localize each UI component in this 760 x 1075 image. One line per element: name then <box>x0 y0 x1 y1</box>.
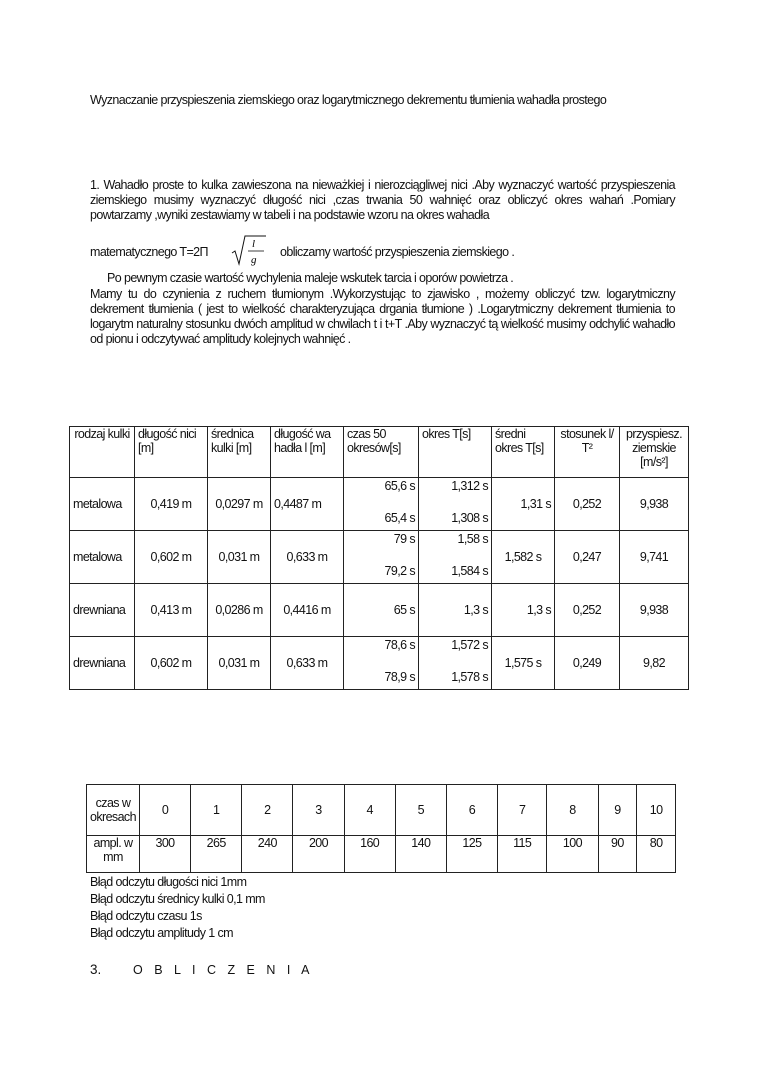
cell-time-a: 79 s <box>393 532 415 546</box>
time-cell: 10 <box>637 785 676 836</box>
error-line: Błąd odczytu średnicy kulki 0,1 mm <box>90 892 265 906</box>
time-cell: 0 <box>139 785 190 836</box>
time-cell: 8 <box>547 785 598 836</box>
cell-avg: 1,582 s <box>504 550 542 564</box>
cell-length: 0,602 m <box>150 550 192 564</box>
cell-g: 9,82 <box>643 656 665 670</box>
error-line: Błąd odczytu amplitudy 1 cm <box>90 926 233 940</box>
amp-cell: 115 <box>498 836 547 873</box>
cell-period-b: 1,578 s <box>451 670 488 684</box>
cell-ratio: 0,249 <box>572 656 602 670</box>
time-cell: 7 <box>498 785 547 836</box>
paragraph-decrement: Mamy tu do czynienia z ruchem tłumionym .Wykorzystując to zjawisko , możemy obliczyć tzw. logarytmiczny dekrement tłumienia ( jest to wielkość charakteryzująca drgania tłumione ) .Logarytmiczny dekrement tłumienia to logarytm naturalny stosunku dwóch amplitud w chwilach t i t+T .Aby wyznaczyć tą wielkość musimy odchylić wahadło od pionu i odczytywać amplitudy kolejnych wahnięć . <box>90 287 675 346</box>
table-row <box>70 584 689 637</box>
header-cell: przyspiesz. ziemskie [m/s²] <box>620 427 689 478</box>
cell-diameter: 0,0286 m <box>215 603 263 617</box>
header-cell: stosunek l/ T² <box>555 427 620 478</box>
cell-length: 0,413 m <box>150 603 192 617</box>
table-row <box>70 637 689 690</box>
cell-kind: metalowa <box>73 497 122 511</box>
time-cell: 5 <box>395 785 446 836</box>
cell-g: 9,938 <box>639 497 669 511</box>
error-list <box>90 874 265 942</box>
formula-suffix: obliczamy wartość przyspieszenia ziemskiego . <box>280 245 515 259</box>
cell-period: 1,3 s <box>463 603 488 617</box>
cell-avg: 1,3 s <box>526 603 551 617</box>
cell-diameter: 0,031 m <box>218 550 260 564</box>
document-title: Wyznaczanie przyspieszenia ziemskiego oraz logarytmicznego dekrementu tłumienia wahadła prostego <box>90 93 607 107</box>
time-cell: 6 <box>446 785 497 836</box>
amplitude-row <box>87 836 676 873</box>
amp-cell: 160 <box>344 836 395 873</box>
error-line: Błąd odczytu długości nici 1mm <box>90 875 247 889</box>
paragraph-damping: Po pewnym czasie wartość wychylenia maleje wskutek tarcia i oporów powietrza . <box>107 271 514 285</box>
amp-cell: 140 <box>395 836 446 873</box>
cell-avg: 1,31 s <box>520 497 551 511</box>
cell-ratio: 0,252 <box>572 603 602 617</box>
time-cell: 9 <box>598 785 637 836</box>
cell-diameter: 0,031 m <box>218 656 260 670</box>
cell-kind: drewniana <box>73 603 126 617</box>
cell-length: 0,602 m <box>150 656 192 670</box>
cell-pendulum: 0,633 m <box>286 656 328 670</box>
amplitude-label: ampl. w mm <box>87 836 140 873</box>
section-number: 3. <box>90 962 102 977</box>
header-cell: okres T[s] <box>419 427 492 478</box>
time-cell: 4 <box>344 785 395 836</box>
cell-period-b: 1,584 s <box>451 564 488 578</box>
header-cell: średni okres T[s] <box>492 427 555 478</box>
cell-ratio: 0,252 <box>572 497 602 511</box>
cell-time-a: 78,6 s <box>384 638 415 652</box>
formula-numerator: l <box>252 238 255 250</box>
cell-g: 9,741 <box>639 550 669 564</box>
header-cell: czas 50 okresów[s] <box>344 427 419 478</box>
cell-pendulum: 0,633 m <box>286 550 328 564</box>
cell-time-b: 78,9 s <box>384 670 415 684</box>
formula-denominator: g <box>251 254 256 266</box>
cell-period-a: 1,312 s <box>451 479 488 493</box>
time-cell: 1 <box>191 785 242 836</box>
time-row <box>87 785 676 836</box>
table-header-row <box>70 427 689 478</box>
cell-avg: 1,575 s <box>504 656 542 670</box>
paragraph-intro: 1. Wahadło proste to kulka zawieszona na nieważkiej i nierozciągliwej nici .Aby wyznaczyć wartość przyspieszenia ziemskiego musimy wyznaczyć długość nici ,czas trwania 50 wahnięć oraz obliczyć okres wahań .Pomiary powtarzamy ,wyniki zestawiamy w tabeli i na podstawie wzoru na okres wahadła <box>90 178 675 222</box>
table-row <box>70 478 689 531</box>
cell-g: 9,938 <box>639 603 669 617</box>
amp-cell: 80 <box>637 836 676 873</box>
cell-pendulum: 0,4487 m <box>274 497 322 511</box>
cell-time: 65 s <box>393 603 415 617</box>
section-title: O B L I C Z E N I A <box>133 963 314 977</box>
time-cell: 2 <box>242 785 293 836</box>
error-line: Błąd odczytu czasu 1s <box>90 909 202 923</box>
cell-ratio: 0,247 <box>572 550 602 564</box>
amp-cell: 300 <box>139 836 190 873</box>
cell-time-a: 65,6 s <box>384 479 415 493</box>
sqrt-fraction-formula <box>230 234 270 268</box>
formula-line <box>90 234 675 268</box>
cell-kind: drewniana <box>73 656 126 670</box>
header-cell: rodzaj kulki <box>70 427 135 478</box>
cell-time-b: 79,2 s <box>384 564 415 578</box>
cell-period-a: 1,572 s <box>451 638 488 652</box>
measurement-table <box>69 426 689 690</box>
amp-cell: 265 <box>191 836 242 873</box>
amp-cell: 240 <box>242 836 293 873</box>
table-row <box>70 531 689 584</box>
formula-prefix: matematycznego T=2П <box>90 245 208 259</box>
cell-kind: metalowa <box>73 550 122 564</box>
cell-period-b: 1,308 s <box>451 511 488 525</box>
cell-time-b: 65,4 s <box>384 511 415 525</box>
amp-cell: 125 <box>446 836 497 873</box>
time-label: czas w okresach <box>87 785 140 836</box>
amp-cell: 90 <box>598 836 637 873</box>
cell-pendulum: 0,4416 m <box>283 603 331 617</box>
cell-length: 0,419 m <box>150 497 192 511</box>
cell-period-a: 1,58 s <box>457 532 488 546</box>
section-heading <box>90 962 313 977</box>
amp-cell: 100 <box>547 836 598 873</box>
time-cell: 3 <box>293 785 344 836</box>
amp-cell: 200 <box>293 836 344 873</box>
cell-diameter: 0,0297 m <box>215 497 263 511</box>
header-cell: średnica kulki [m] <box>208 427 271 478</box>
amplitude-table <box>86 784 676 873</box>
header-cell: długość wa hadła l [m] <box>271 427 344 478</box>
header-cell: długość nici [m] <box>135 427 208 478</box>
